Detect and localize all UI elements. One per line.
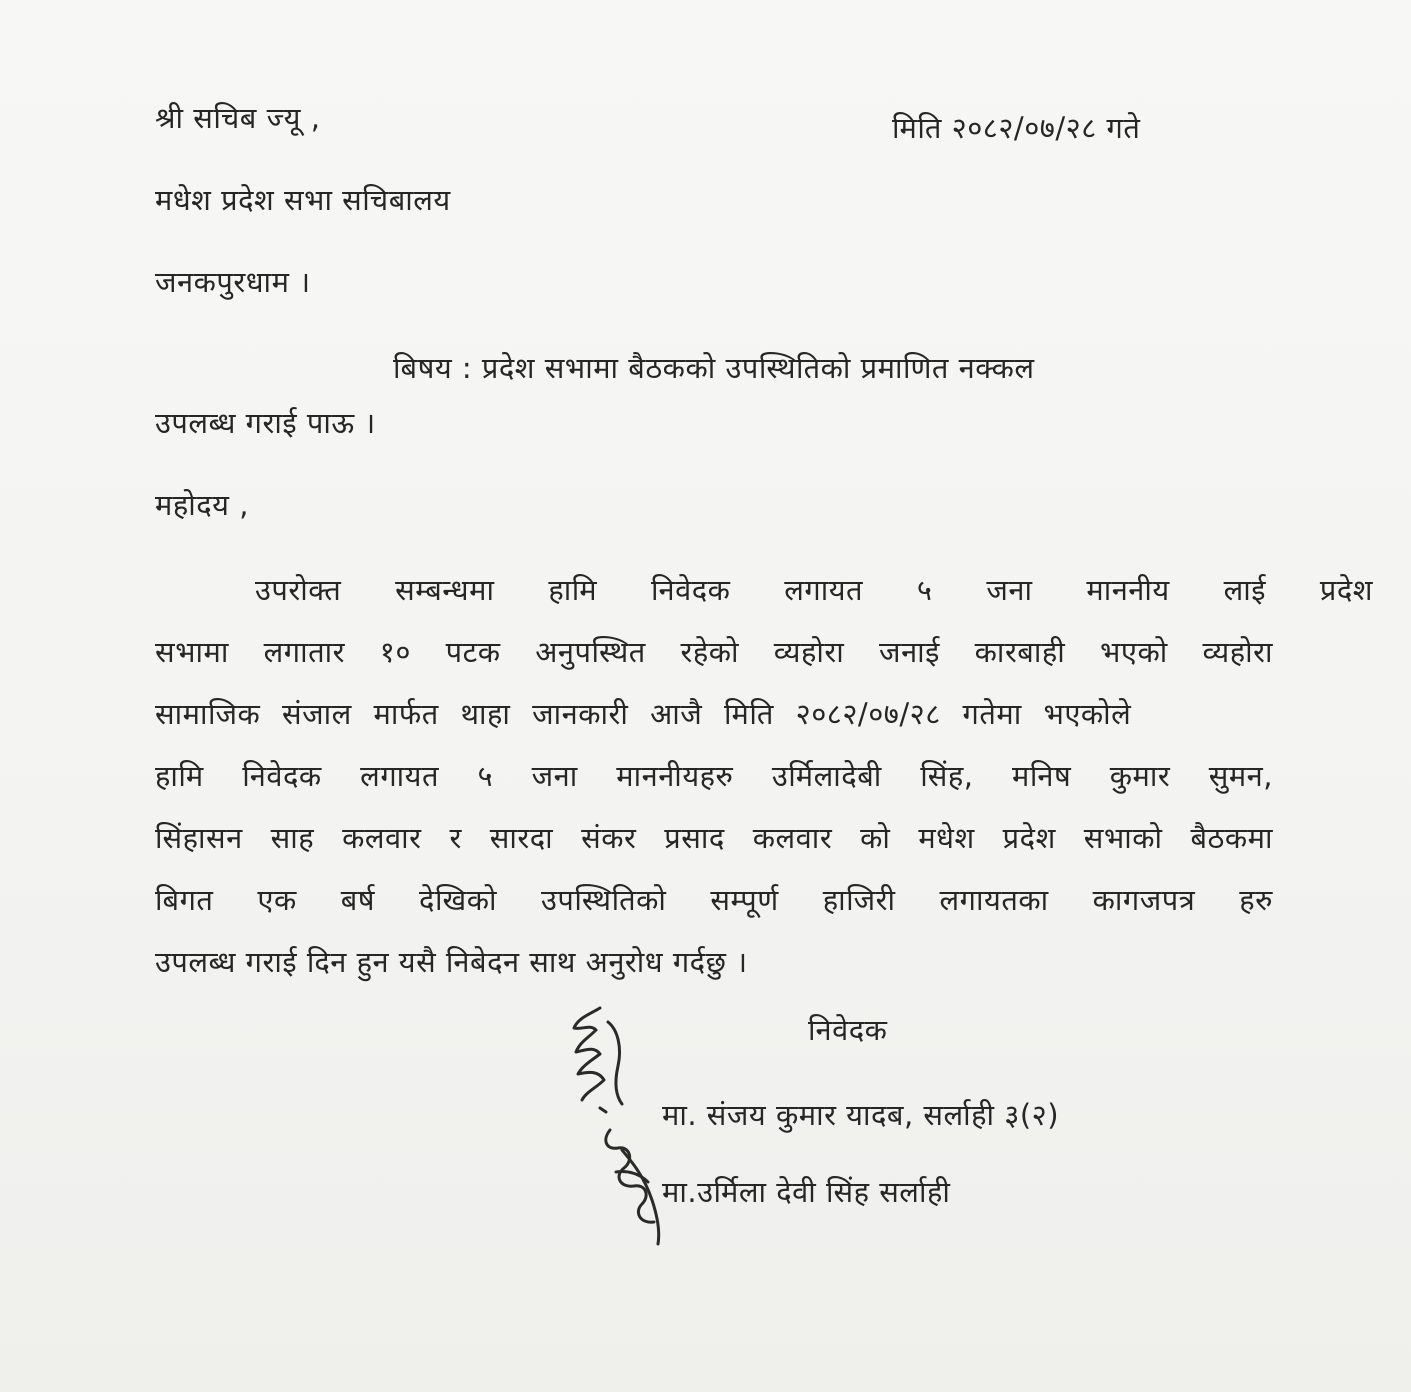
closing-label: निवेदक <box>808 1013 888 1047</box>
body-line: हामि निवेदक लगायत ५ जना माननीयहरु उर्मिलादेबी सिंह, मनिष कुमार सुमन, <box>155 759 1273 793</box>
subject-line-2: उपलब्ध गराई पाऊ । <box>155 406 376 440</box>
city-name: जनकपुरधाम । <box>155 265 311 299</box>
subject-line-1: बिषय : प्रदेश सभामा बैठकको उपस्थितिको प्रमाणित नक्कल <box>393 351 1035 385</box>
body-line: उपलब्ध गराई दिन हुन यसै निबेदन साथ अनुरोध गर्दछु । <box>155 945 748 979</box>
signatory-1: मा. संजय कुमार यादब, सर्लाही ३(२) <box>662 1098 1060 1132</box>
body-line: बिगत एक बर्ष देखिको उपस्थितिको सम्पूर्ण हाजिरी लगायतका कागजपत्र हरु <box>155 883 1273 917</box>
body-line: उपरोक्त सम्बन्धमा हामि निवेदक लगायत ५ जना माननीय लाई प्रदेश <box>255 573 1373 607</box>
office-name: मधेश प्रदेश सभा सचिबालय <box>155 183 451 217</box>
signatory-2: मा.उर्मिला देवी सिंह सर्लाही <box>662 1175 951 1209</box>
body-line: सामाजिक संजाल मार्फत थाहा जानकारी आजै मिति २०८२/०७/२८ गतेमा भएकोले <box>155 697 1132 731</box>
addressee: श्री सचिब ज्यू , <box>155 101 321 135</box>
body-line: सिंहासन साह कलवार र सारदा संकर प्रसाद कलवार को मधेश प्रदेश सभाको बैठकमा <box>155 821 1273 855</box>
body-line: सभामा लगातार १० पटक अनुपस्थित रहेको व्यहोरा जनाई कारबाही भएको व्यहोरा <box>155 635 1273 669</box>
salutation: महोदय , <box>155 488 249 522</box>
date-line: मिति २०८२/०७/२८ गते <box>892 111 1141 145</box>
